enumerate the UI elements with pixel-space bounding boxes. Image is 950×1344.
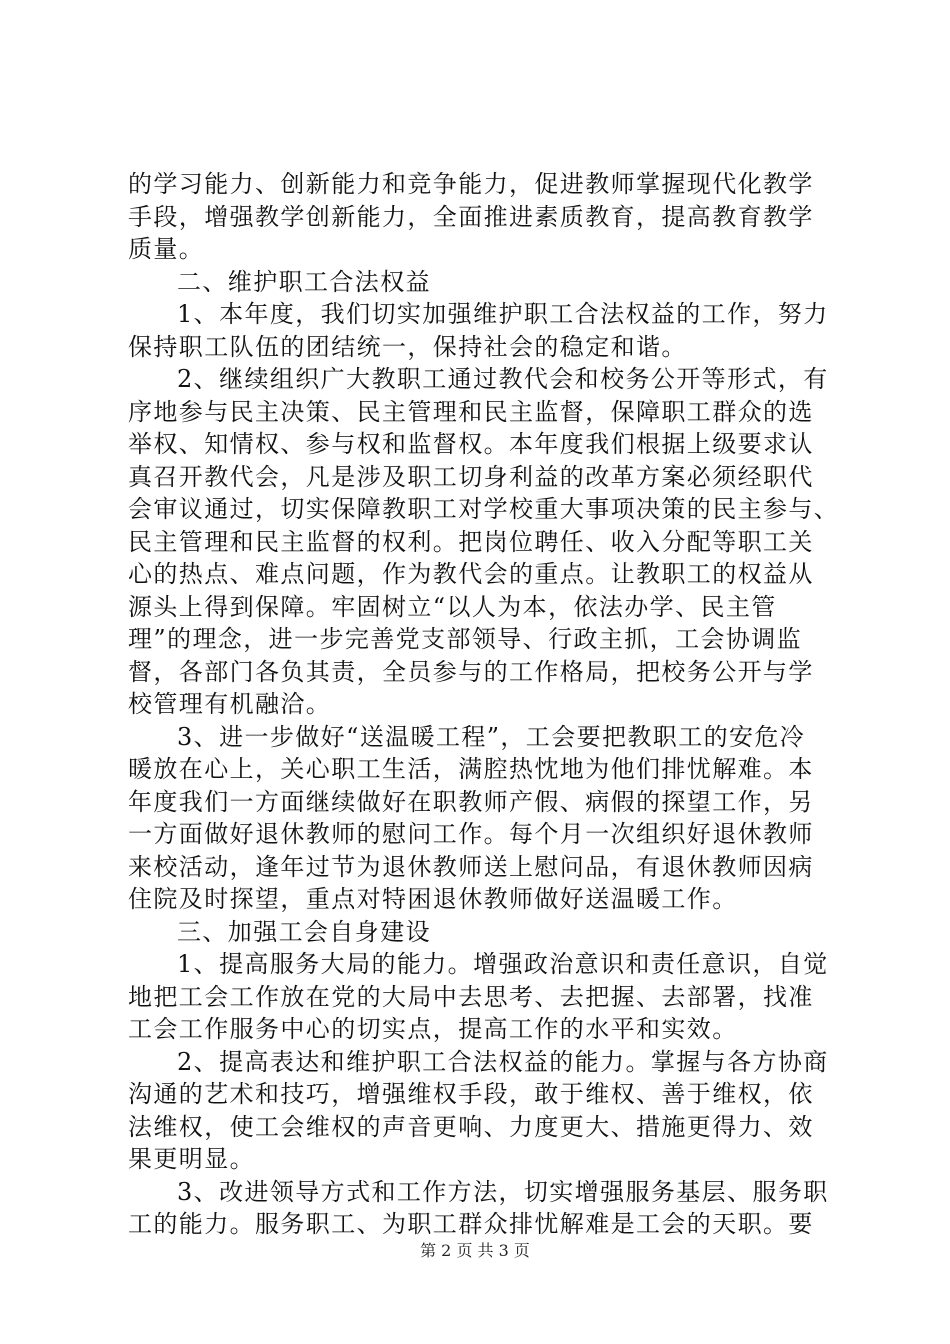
text-line: 暖放在心上，关心职工生活，满腔热忱地为他们排忧解难。本 (128, 755, 814, 783)
text-line: 工的能力。服务职工、为职工群众排忧解难是工会的天职。要 (128, 1210, 814, 1238)
document-body (128, 168, 840, 1241)
text-line: 果更明显。 (128, 1145, 255, 1173)
text-line: 心的热点、难点问题，作为教代会的重点。让教职工的权益从 (128, 560, 814, 588)
text-line: 序地参与民主决策、民主管理和民主监督，保障职工群众的选 (128, 397, 814, 426)
text-line: 年度我们一方面继续做好在职教师产假、病假的探望工作，另 (128, 787, 814, 816)
text-line: 二、维护职工合法权益 (177, 267, 431, 296)
text-line: 民主管理和民主监督的权利。把岗位聘任、收入分配等职工关 (128, 527, 814, 556)
text-line: 一方面做好退休教师的慰问工作。每个月一次组织好退休教师 (128, 820, 814, 848)
text-line: 保持职工队伍的团结统一，保持社会的稳定和谐。 (128, 332, 687, 361)
text-line: 工会工作服务中心的切实点，提高工作的水平和实效。 (128, 1015, 738, 1043)
text-line: 来校活动，逢年过节为退休教师送上慰问品，有退休教师因病 (128, 852, 814, 881)
text-line: 法维权，使工会维权的声音更响、力度更大、措施更得力、效 (128, 1112, 814, 1141)
page-footer: 第 2 页 共 3 页 (420, 1241, 530, 1260)
text-line: 督，各部门各负其责，全员参与的工作格局，把校务公开与学 (128, 657, 814, 686)
text-line: 会审议通过，切实保障教职工对学校重大事项决策的民主参与、 (128, 495, 840, 523)
text-line: 理”的理念，进一步完善党支部领导、行政主抓，工会协调监 (128, 625, 803, 653)
text-line: 1、提高服务大局的能力。增强政治意识和责任意识，自觉 (177, 950, 829, 978)
text-line: 真召开教代会，凡是涉及职工切身利益的改革方案必须经职代 (128, 462, 814, 491)
text-line: 源头上得到保障。牢固树立“以人为本，依法办学、民主管 (128, 592, 777, 621)
text-line: 地把工会工作放在党的大局中去思考、去把握、去部署，找准 (128, 982, 814, 1011)
text-line: 三、加强工会自身建设 (177, 917, 431, 946)
text-line: 手段，增强教学创新能力，全面推进素质教育，提高教育教学 (128, 202, 814, 231)
text-line: 举权、知情权、参与权和监督权。本年度我们根据上级要求认 (128, 430, 814, 458)
text-line: 质量。 (128, 235, 205, 263)
text-line: 校管理有机融洽。 (128, 690, 332, 718)
text-line: 2、提高表达和维护职工合法权益的能力。掌握与各方协商 (177, 1047, 829, 1076)
text-line: 沟通的艺术和技巧，增强维权手段，敢于维权、善于维权，依 (128, 1080, 814, 1108)
text-line: 住院及时探望，重点对特困退休教师做好送温暖工作。 (128, 885, 738, 913)
text-line: 3、改进领导方式和工作方法，切实增强服务基层、服务职 (177, 1177, 829, 1206)
text-line: 2、继续组织广大教职工通过教代会和校务公开等形式，有 (177, 365, 829, 393)
text-line: 3、进一步做好“送温暖工程”，工会要把教职工的安危冷 (177, 722, 806, 751)
text-line: 的学习能力、创新能力和竞争能力，促进教师掌握现代化教学 (128, 170, 814, 198)
text-line: 1、本年度，我们切实加强维护职工合法权益的工作，努力 (177, 300, 829, 328)
